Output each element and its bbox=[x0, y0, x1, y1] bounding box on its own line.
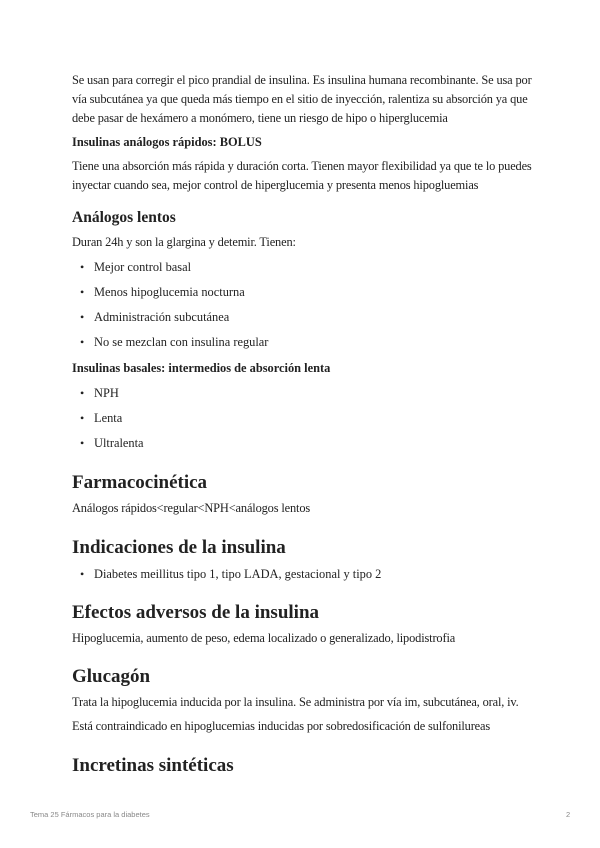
page-number: 2 bbox=[566, 810, 571, 819]
slow-analogs-list bbox=[72, 258, 534, 352]
glucagon-heading: Glucagón bbox=[72, 666, 151, 687]
glucagon-paragraph-1: Trata la hipoglucemia inducida por la insulina. Se administra por vía im, subcutánea, oral, iv. bbox=[72, 695, 519, 709]
glucagon-paragraph-2: Está contraindicado en hipoglucemias inducidas por sobredosificación de sulfonilureas bbox=[72, 719, 491, 733]
list-item: • Menos hipoglucemia nocturna bbox=[72, 283, 534, 302]
list-item: • Lenta bbox=[72, 409, 534, 428]
pharmacokinetics-paragraph: Análogos rápidos<regular<NPH<análogos lentos bbox=[72, 501, 311, 515]
intro-paragraph: Se usan para corregir el pico prandial de insulina. Es insulina humana recombinante. Se usa por vía subcutánea ya que queda más tiempo en el sitio de inyección, ralentiza su absorción ya que debe pasar de hexámero a monómero, tiene un riesgo de hipo o hiperglucemia bbox=[72, 73, 532, 125]
slow-analogs-heading: Análogos lentos bbox=[72, 209, 176, 226]
list-item: • Diabetes meillitus tipo 1, tipo LADA, gestacional y tipo 2 bbox=[72, 565, 534, 584]
incretins-heading: Incretinas sintéticas bbox=[72, 755, 234, 776]
slow-analogs-paragraph: Duran 24h y son la glargina y detemir. Tienen: bbox=[72, 235, 296, 249]
list-item: • Administración subcutánea bbox=[72, 308, 534, 327]
list-item: • Mejor control basal bbox=[72, 258, 534, 277]
pharmacokinetics-heading: Farmacocinética bbox=[72, 472, 208, 493]
rapid-insulin-heading: Insulinas análogos rápidos: BOLUS bbox=[72, 135, 262, 149]
adverse-effects-paragraph: Hipoglucemia, aumento de peso, edema localizado o generalizado, lipodistrofia bbox=[72, 631, 456, 645]
footer-title: Tema 25 Fármacos para la diabetes bbox=[30, 810, 150, 819]
indications-list bbox=[72, 565, 534, 584]
list-item: • NPH bbox=[72, 384, 534, 403]
rapid-insulin-paragraph: Tiene una absorción más rápida y duración corta. Tienen mayor flexibilidad ya que te lo puedes inyectar cuando sea, mejor control de hiperglucemia y presenta menos hipogluemias bbox=[72, 159, 532, 192]
indications-heading: Indicaciones de la insulina bbox=[72, 537, 286, 558]
basal-insulin-list bbox=[72, 384, 534, 453]
basal-insulin-heading: Insulinas basales: intermedios de absorción lenta bbox=[72, 361, 331, 375]
adverse-effects-heading: Efectos adversos de la insulina bbox=[72, 602, 320, 623]
list-item: • No se mezclan con insulina regular bbox=[72, 333, 534, 352]
list-item: • Ultralenta bbox=[72, 434, 534, 453]
